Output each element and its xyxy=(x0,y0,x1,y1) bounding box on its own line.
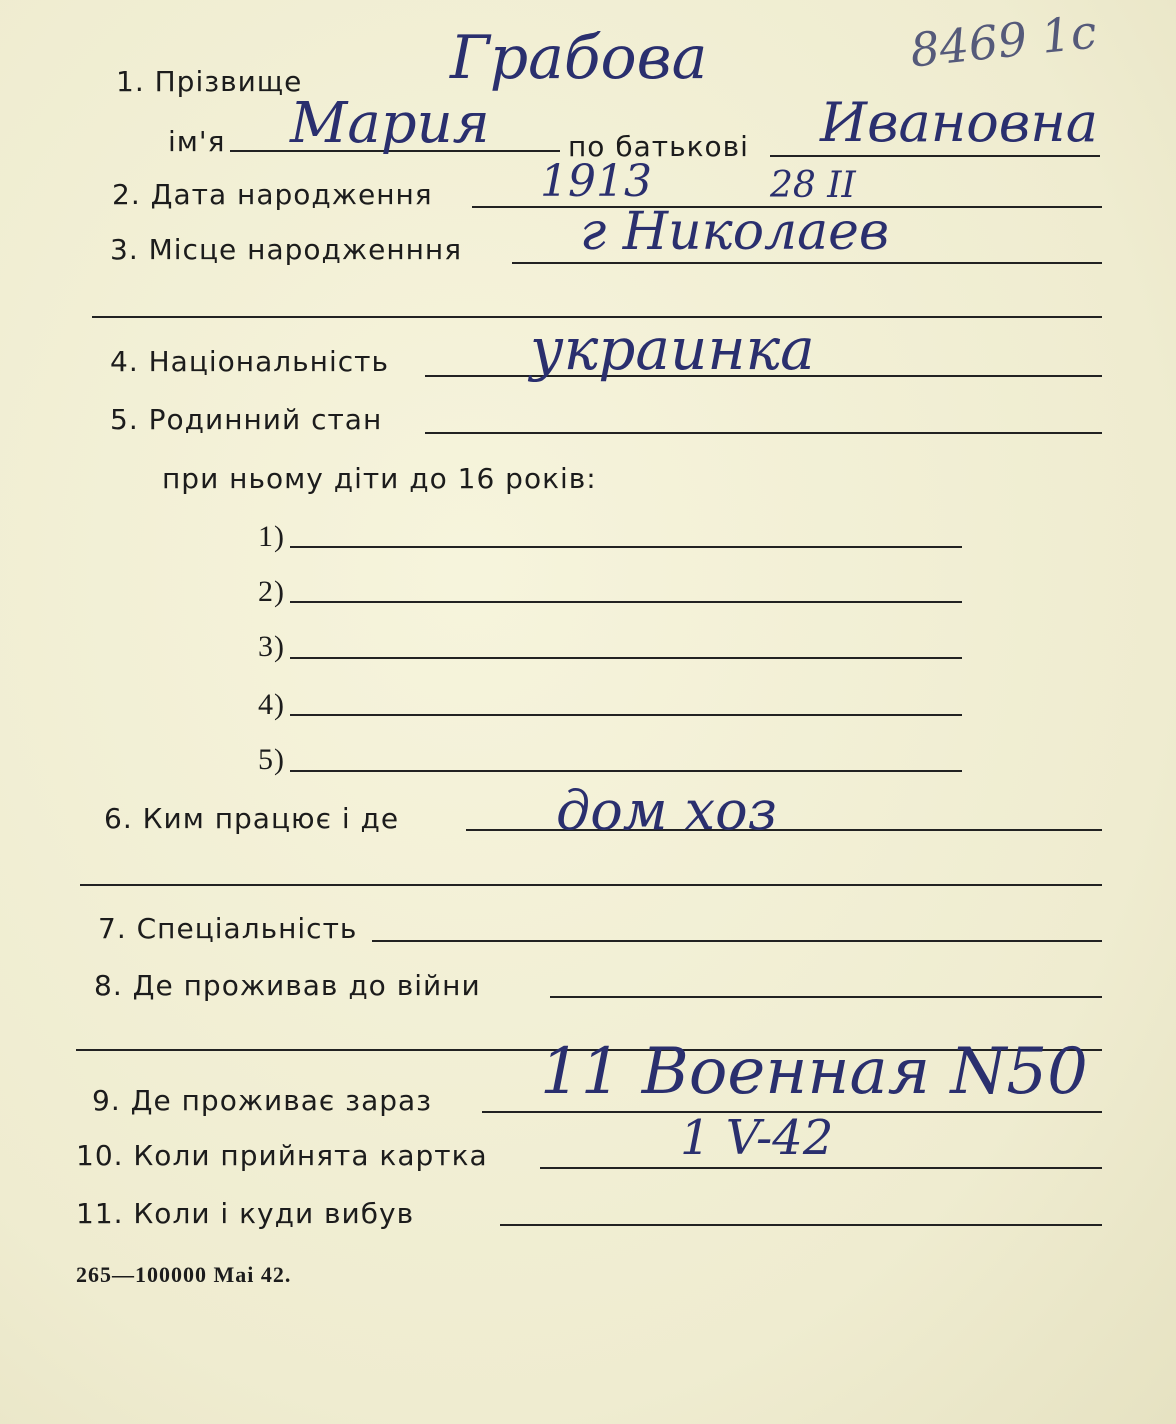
surname-value: Грабова xyxy=(450,23,708,93)
child-3-label: 3) xyxy=(258,630,285,663)
speciality-label: 7. Спеціальність xyxy=(98,912,358,945)
current-residence-value: 11 Военная N50 xyxy=(540,1035,1088,1109)
occupation-label: 6. Ким працює і де xyxy=(104,802,400,835)
child-2-label: 2) xyxy=(258,575,285,608)
marital-status-label: 5. Родинний стан xyxy=(110,403,383,436)
child-1-line xyxy=(290,546,962,548)
child-1-label: 1) xyxy=(258,520,285,553)
card-accepted-line xyxy=(540,1167,1102,1169)
occupation-line-2 xyxy=(80,884,1102,886)
print-run-mark: 265—100000 Mai 42. xyxy=(76,1262,292,1287)
patronymic-label: по батькові xyxy=(568,130,749,163)
birth-day-value: 28 II xyxy=(770,165,856,206)
nationality-label: 4. Національність xyxy=(110,345,389,378)
first-name-label: ім'я xyxy=(168,125,226,158)
child-3-line xyxy=(290,657,962,659)
patronymic-value: Ивановна xyxy=(820,91,1098,154)
occupation-value: дом хоз xyxy=(556,779,778,842)
child-5-line xyxy=(290,770,962,772)
nationality-value: украинка xyxy=(530,315,815,383)
archive-number: 8469 1с xyxy=(907,4,1100,78)
birth-place-value: г Николаев xyxy=(580,202,890,262)
current-residence-label: 9. Де проживає зараз xyxy=(92,1084,433,1117)
child-4-label: 4) xyxy=(258,688,285,721)
birth-year-value: 1913 xyxy=(540,156,652,207)
children-heading: при ньому діти до 16 років: xyxy=(162,462,597,495)
departure-line xyxy=(500,1224,1102,1226)
prewar-residence-line xyxy=(550,996,1102,998)
birth-date-label: 2. Дата народження xyxy=(112,178,433,211)
birth-place-label: 3. Місце народженння xyxy=(110,233,463,266)
child-5-label: 5) xyxy=(258,743,285,776)
marital-status-line xyxy=(425,432,1102,434)
departure-label: 11. Коли і куди вибув xyxy=(76,1197,415,1230)
birth-place-line xyxy=(512,262,1102,264)
prewar-residence-label: 8. Де проживав до війни xyxy=(94,969,481,1002)
card-accepted-label: 10. Коли прийнята картка xyxy=(76,1139,488,1172)
child-4-line xyxy=(290,714,962,716)
patronymic-line xyxy=(770,155,1100,157)
surname-label: 1. Прізвище xyxy=(116,65,303,98)
child-2-line xyxy=(290,601,962,603)
first-name-value: Мария xyxy=(290,91,490,156)
speciality-line xyxy=(372,940,1102,942)
card-accepted-value: 1 V-42 xyxy=(680,1110,834,1166)
